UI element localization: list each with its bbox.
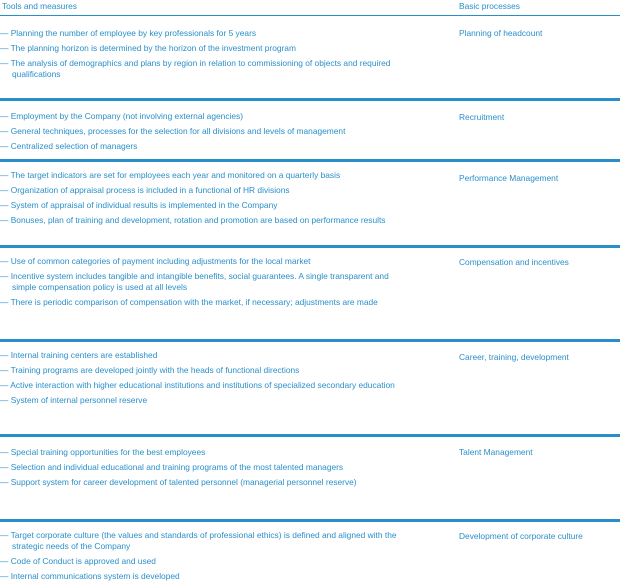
measure-item: — The target indicators are set for employees each year and monitored on a quarterly basis xyxy=(0,170,400,181)
process-label-talent: Talent Management xyxy=(459,447,533,457)
table-header xyxy=(0,0,620,15)
measure-item: — Internal training centers are established xyxy=(0,350,400,361)
measure-item: — The planning horizon is determined by the horizon of the investment program xyxy=(0,43,400,54)
section-measures-compensation xyxy=(0,256,400,308)
process-label-recruitment: Recruitment xyxy=(459,112,505,122)
process-column-header: Basic processes xyxy=(459,1,520,11)
measure-item: — Use of common categories of payment including adjustments for the local market xyxy=(0,256,400,267)
process-label-planning: Planning of headcount xyxy=(459,28,543,38)
section-divider xyxy=(0,339,620,342)
section-divider xyxy=(0,519,620,522)
measure-item: — Code of Conduct is approved and used xyxy=(0,556,400,567)
measure-item: — Planning the number of employee by key professionals for 5 years xyxy=(0,28,400,39)
measure-item: — Training programs are developed jointly with the heads of functional directions xyxy=(0,365,400,376)
measure-item: — There is periodic comparison of compensation with the market, if necessary; adjustments are made xyxy=(0,297,400,308)
section-measures-performance xyxy=(0,170,400,226)
measure-item: — Selection and individual educational and training programs of the most talented managers xyxy=(0,462,400,473)
measure-item: — General techniques, processes for the selection for all divisions and levels of management xyxy=(0,126,400,137)
measure-item: — Centralized selection of managers xyxy=(0,141,400,152)
section-divider xyxy=(0,245,620,248)
section-divider xyxy=(0,159,620,162)
tools-column-header: Tools and measures xyxy=(2,1,77,11)
section-measures-culture xyxy=(0,530,400,582)
measure-item: — Support system for career development of talented personnel (managerial personnel reserve) xyxy=(0,477,400,488)
measure-item: — Special training opportunities for the best employees xyxy=(0,447,400,458)
measure-item: — System of internal personnel reserve xyxy=(0,395,400,406)
process-label-career: Career, training, development xyxy=(459,352,569,362)
header-divider xyxy=(0,15,620,16)
section-divider xyxy=(0,434,620,437)
section-measures-planning xyxy=(0,28,400,80)
measure-item: — Target corporate culture (the values and standards of professional ethics) is defined and aligned with the strategic needs of the Company xyxy=(0,530,400,552)
measure-item: — Incentive system includes tangible and intangible benefits, social guarantees. A single transparent and simple compensation policy is used at all levels xyxy=(0,271,400,293)
measure-item: — System of appraisal of individual results is implemented in the Company xyxy=(0,200,400,211)
section-divider xyxy=(0,98,620,101)
measure-item: — Internal communications system is developed xyxy=(0,571,400,582)
process-label-performance: Performance Management xyxy=(459,173,559,183)
section-measures-recruitment xyxy=(0,111,400,152)
measure-item: — The analysis of demographics and plans by region in relation to commissioning of objects and required qualifications xyxy=(0,58,400,80)
section-measures-talent xyxy=(0,447,400,488)
section-measures-career xyxy=(0,350,400,406)
measure-item: — Organization of appraisal process is included in a functional of HR divisions xyxy=(0,185,400,196)
process-label-compensation: Compensation and incentives xyxy=(459,257,569,267)
measure-item: — Active interaction with higher educational institutions and institutions of specialized secondary education xyxy=(0,380,400,391)
process-label-culture: Development of corporate culture xyxy=(459,531,583,541)
measure-item: — Bonuses, plan of training and development, rotation and promotion are based on performance results xyxy=(0,215,400,226)
measure-item: — Employment by the Company (not involving external agencies) xyxy=(0,111,400,122)
